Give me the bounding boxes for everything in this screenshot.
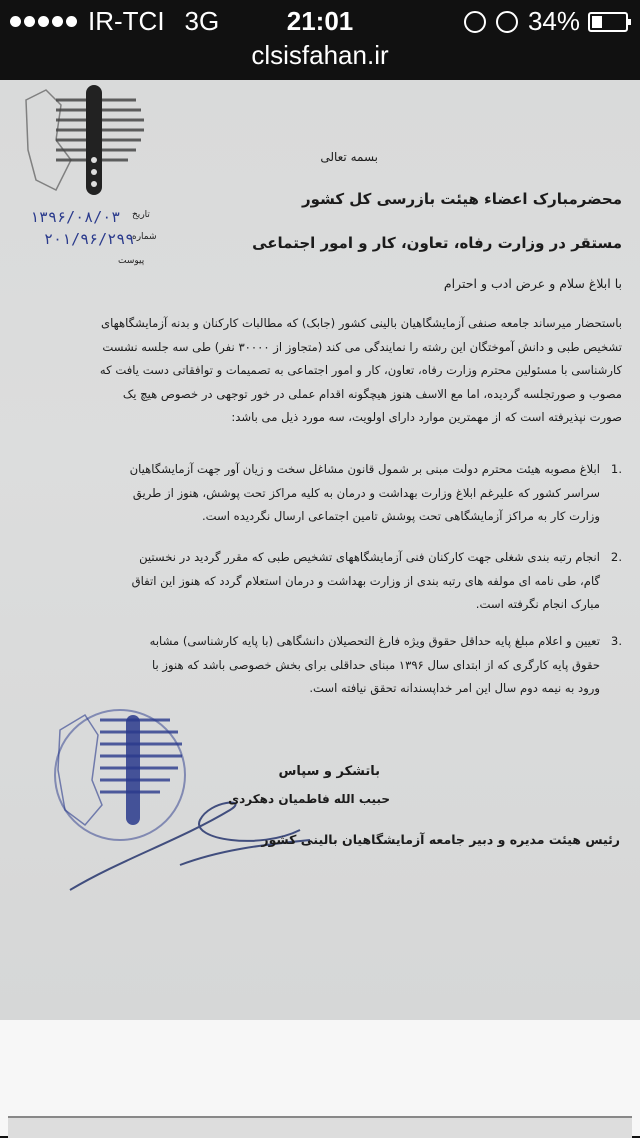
letter-number: ۲۰۱/۹۶/۲۹۹: [44, 230, 135, 248]
item-line: سراسر کشور که علیرغم ابلاغ وزارت بهداشت و درمان به کلیه مراکز تحت پوشش، هنوز از طریق: [132, 485, 600, 500]
attachment-label: پیوست: [118, 256, 145, 266]
network-type: 3G: [184, 6, 220, 36]
status-right: [454, 6, 628, 37]
greeting: با ابلاغ سلام و عرض ادب و احترام: [443, 276, 622, 291]
carrier-name: IR-TCI: [88, 6, 165, 36]
item-line: وزارت کار به مراکز آزمایشگاهی تحت پوشش تامین اجتماعی ارسال نگردیده است.: [201, 509, 600, 523]
organization-logo-icon: [16, 80, 166, 210]
body-line: مصوب و صورتجلسه گردیده، اما مع الاسف هنوز هیچگونه اقدام عملی در خور توجهی در خصوص هیچ یک: [122, 386, 622, 401]
item-number: .2: [610, 550, 622, 564]
battery-percent: 34%: [527, 6, 580, 36]
signer-title: رئیس هیئت مدیره و دبیر جامعه آزمایشگاهیان بالینی کشور: [261, 832, 620, 847]
bismillah-header: بسمه تعالی: [320, 150, 378, 164]
addressee-line-1: محضرمبارک اعضاء هیئت بازرسی کل کشور: [302, 190, 622, 208]
item-line: ابلاغ مصوبه هیئت محترم دولت مبنی بر شمول قانون مشاغل سخت و زیان آور جهت آزمایشگاهیان: [129, 462, 600, 476]
number-label: شماره: [132, 232, 157, 242]
list-item: [20, 458, 622, 529]
item-line: مبارک انجام نگرفته است.: [475, 597, 600, 611]
item-line: انجام رتبه بندی شغلی جهت کارکنان فنی آزمایشگاههای تشخیص طبی که مقرر گردید در نخستین: [139, 550, 600, 564]
item-line: تعیین و اعلام مبلغ پایه حداقل حقوق ویژه فارغ التحصیلان دانشگاهی (با پایه کارشناسی) مشابه: [149, 634, 600, 648]
next-image-strip: [8, 1116, 632, 1138]
status-bar: [0, 0, 640, 40]
letter-body: [20, 312, 622, 430]
battery-icon: [588, 12, 628, 32]
body-line: باستحضار میرساند جامعه صنفی آزمایشگاهیان بالینی کشور (جابک) که مطالبات کارکنان و بدنه آزمایشگاههای: [101, 316, 622, 330]
letter-date: ۱۳۹۶/۰۸/۰۳: [30, 208, 121, 226]
clock: 21:01: [286, 6, 354, 36]
addressee-line-2: مستقر در وزارت رفاه، تعاون، کار و امور اجتماعی: [252, 234, 622, 252]
list-item: [20, 630, 622, 701]
item-line: حقوق پایه کارگری که از ابتدای سال ۱۳۹۶ مبنای حداقلی برای بخش خصوصی باشد که هنوز با: [151, 657, 600, 672]
item-line: ورود به نیمه دوم سال این امر خداپسندانه تحقق نیافته است.: [309, 681, 600, 695]
signer-name: حبیب الله فاطمیان دهکردی: [228, 792, 390, 806]
date-label: تاریخ: [132, 210, 150, 220]
url-text[interactable]: clsisfahan.ir: [251, 40, 389, 70]
item-line: گام، طی نامه ای مولفه های رتبه بندی از وزارت بهداشت و درمان استعلام گردد که هنوز این اتفاق: [131, 573, 600, 588]
closing-phrase: باتشکر و سپاس: [278, 764, 380, 779]
url-bar[interactable]: [0, 40, 640, 80]
body-line: تشخیص طبی و دانش آموختگان این رشته را نمایندگی می کند (متجاوز از ۳۰۰۰۰ نفر) طی سه جلسه نشست: [102, 339, 622, 354]
orientation-lock-icon: [464, 11, 486, 33]
body-line: کارشناسی با مسئولین محترم وزارت رفاه، تعاون، کار و امور اجتماعی به تصمیمات و توافقاتی دست یافت که: [99, 363, 622, 377]
alarm-icon: [496, 11, 518, 33]
item-number: .1: [610, 462, 622, 476]
body-line: صورت نپذیرفته است که از مهمترین موارد دارای اولویت، سه مورد ذیل می باشد:: [231, 410, 622, 424]
document-image: [0, 80, 640, 1020]
item-number: .3: [610, 634, 622, 648]
list-item: [20, 546, 622, 617]
next-image-preview: [0, 1020, 640, 1136]
